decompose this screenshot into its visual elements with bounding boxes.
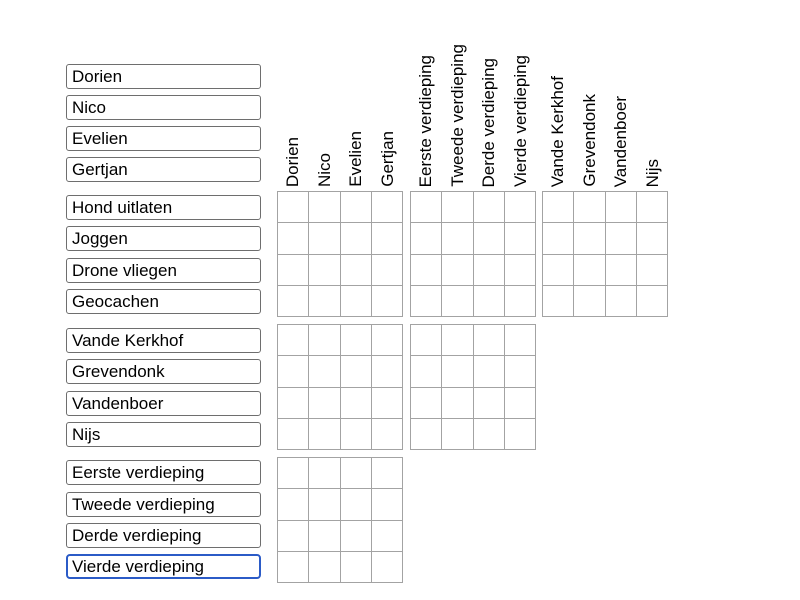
grid-cell[interactable]: [341, 552, 371, 582]
grid-cell[interactable]: [309, 489, 339, 519]
label-box-vandenboer[interactable]: Vandenboer: [66, 391, 261, 416]
label-box-vierde-verdieping-focused[interactable]: Vierde verdieping: [66, 554, 261, 579]
label-box-nijs[interactable]: Nijs: [66, 422, 261, 447]
grid-cell[interactable]: [341, 286, 371, 316]
grid-cell[interactable]: [372, 325, 402, 355]
grid-cell[interactable]: [341, 325, 371, 355]
grid-block-activities-names: [277, 191, 403, 317]
grid-cell[interactable]: [278, 356, 308, 386]
grid-cell[interactable]: [372, 521, 402, 551]
col-header-gertjan: Gertjan: [378, 131, 397, 187]
col-header-tweede-verdieping: Tweede verdieping: [448, 44, 467, 187]
col-header-evelien: Evelien: [346, 131, 365, 187]
grid-cell[interactable]: [637, 255, 667, 285]
grid-cell[interactable]: [341, 419, 371, 449]
grid-cell[interactable]: [341, 255, 371, 285]
label-box-gertjan[interactable]: Gertjan: [66, 157, 261, 182]
grid-cell[interactable]: [474, 223, 504, 253]
col-header-derde-verdieping: Derde verdieping: [479, 57, 498, 187]
col-header-nijs: Nijs: [643, 158, 662, 187]
grid-cell[interactable]: [309, 255, 339, 285]
label-box-evelien[interactable]: Evelien: [66, 126, 261, 151]
label-box-hond-uitlaten[interactable]: Hond uitlaten: [66, 195, 261, 220]
label-box-geocachen[interactable]: Geocachen: [66, 289, 261, 314]
label-box-derde-verdieping[interactable]: Derde verdieping: [66, 523, 261, 548]
grid-cell[interactable]: [278, 458, 308, 488]
grid-cell[interactable]: [341, 489, 371, 519]
grid-cell[interactable]: [411, 325, 441, 355]
label-box-vande-kerkhof[interactable]: Vande Kerkhof: [66, 328, 261, 353]
grid-cell[interactable]: [341, 192, 371, 222]
grid-cell[interactable]: [372, 458, 402, 488]
grid-cell[interactable]: [341, 521, 371, 551]
grid-cell[interactable]: [442, 356, 472, 386]
grid-cell[interactable]: [278, 552, 308, 582]
grid-cell[interactable]: [574, 223, 604, 253]
grid-cell[interactable]: [637, 192, 667, 222]
grid-cell[interactable]: [505, 255, 535, 285]
grid-cell[interactable]: [411, 223, 441, 253]
grid-cell[interactable]: [372, 489, 402, 519]
grid-cell[interactable]: [372, 286, 402, 316]
grid-cell[interactable]: [474, 356, 504, 386]
grid-cell[interactable]: [341, 388, 371, 418]
grid-cell[interactable]: [341, 356, 371, 386]
grid-block-surnames-names: [277, 324, 403, 450]
grid-cell[interactable]: [309, 356, 339, 386]
grid-cell[interactable]: [278, 388, 308, 418]
col-header-grevendonk: Grevendonk: [580, 94, 599, 187]
grid-cell[interactable]: [309, 552, 339, 582]
col-header-vande-kerkhof: Vande Kerkhof: [548, 75, 567, 187]
grid-cell[interactable]: [505, 223, 535, 253]
grid-block-activities-surnames: [542, 191, 668, 317]
grid-cell[interactable]: [474, 388, 504, 418]
label-box-drone-vliegen[interactable]: Drone vliegen: [66, 258, 261, 283]
label-box-tweede-verdieping[interactable]: Tweede verdieping: [66, 492, 261, 517]
grid-cell[interactable]: [474, 419, 504, 449]
grid-cell[interactable]: [278, 255, 308, 285]
grid-cell[interactable]: [574, 255, 604, 285]
grid-cell[interactable]: [442, 255, 472, 285]
grid-cell[interactable]: [372, 356, 402, 386]
grid-cell[interactable]: [606, 192, 636, 222]
grid-cell[interactable]: [309, 286, 339, 316]
grid-cell[interactable]: [309, 458, 339, 488]
grid-cell[interactable]: [278, 286, 308, 316]
col-header-vandenboer: Vandenboer: [611, 95, 630, 187]
label-box-eerste-verdieping[interactable]: Eerste verdieping: [66, 460, 261, 485]
grid-cell[interactable]: [543, 286, 573, 316]
grid-cell[interactable]: [309, 192, 339, 222]
grid-cell[interactable]: [278, 192, 308, 222]
grid-cell[interactable]: [278, 489, 308, 519]
label-box-nico[interactable]: Nico: [66, 95, 261, 120]
grid-cell[interactable]: [411, 192, 441, 222]
grid-cell[interactable]: [505, 325, 535, 355]
grid-cell[interactable]: [606, 286, 636, 316]
grid-block-activities-floors: [410, 191, 536, 317]
label-box-dorien[interactable]: Dorien: [66, 64, 261, 89]
grid-block-floors-names: [277, 457, 403, 583]
col-header-nico: Nico: [315, 152, 334, 187]
grid-cell[interactable]: [505, 356, 535, 386]
grid-cell[interactable]: [341, 223, 371, 253]
label-box-joggen[interactable]: Joggen: [66, 226, 261, 251]
label-box-grevendonk[interactable]: Grevendonk: [66, 359, 261, 384]
grid-cell[interactable]: [505, 192, 535, 222]
grid-cell[interactable]: [442, 192, 472, 222]
grid-cell[interactable]: [474, 286, 504, 316]
grid-cell[interactable]: [574, 286, 604, 316]
grid-cell[interactable]: [372, 419, 402, 449]
grid-cell[interactable]: [309, 223, 339, 253]
grid-cell[interactable]: [372, 388, 402, 418]
grid-cell[interactable]: [411, 286, 441, 316]
grid-cell[interactable]: [442, 388, 472, 418]
grid-cell[interactable]: [505, 286, 535, 316]
col-header-vierde-verdieping: Vierde verdieping: [511, 55, 530, 187]
grid-cell[interactable]: [372, 223, 402, 253]
grid-cell[interactable]: [637, 286, 667, 316]
col-header-dorien: Dorien: [283, 136, 302, 187]
grid-cell[interactable]: [442, 325, 472, 355]
grid-cell[interactable]: [474, 192, 504, 222]
grid-cell[interactable]: [442, 419, 472, 449]
grid-cell[interactable]: [543, 223, 573, 253]
grid-cell[interactable]: [372, 552, 402, 582]
grid-cell[interactable]: [372, 255, 402, 285]
grid-cell[interactable]: [543, 192, 573, 222]
grid-cell[interactable]: [543, 255, 573, 285]
grid-cell[interactable]: [606, 255, 636, 285]
grid-cell[interactable]: [309, 419, 339, 449]
grid-cell[interactable]: [411, 356, 441, 386]
grid-cell[interactable]: [505, 388, 535, 418]
grid-cell[interactable]: [574, 192, 604, 222]
grid-cell[interactable]: [637, 223, 667, 253]
grid-cell[interactable]: [309, 325, 339, 355]
grid-cell[interactable]: [309, 521, 339, 551]
grid-block-surnames-floors: [410, 324, 536, 450]
grid-cell[interactable]: [278, 521, 308, 551]
grid-cell[interactable]: [309, 388, 339, 418]
grid-cell[interactable]: [442, 223, 472, 253]
grid-cell[interactable]: [411, 255, 441, 285]
grid-cell[interactable]: [474, 325, 504, 355]
grid-cell[interactable]: [411, 388, 441, 418]
grid-cell[interactable]: [278, 419, 308, 449]
grid-cell[interactable]: [505, 419, 535, 449]
grid-cell[interactable]: [442, 286, 472, 316]
grid-cell[interactable]: [606, 223, 636, 253]
grid-cell[interactable]: [278, 325, 308, 355]
grid-cell[interactable]: [474, 255, 504, 285]
col-header-eerste-verdieping: Eerste verdieping: [416, 54, 435, 187]
grid-cell[interactable]: [278, 223, 308, 253]
grid-cell[interactable]: [372, 192, 402, 222]
grid-cell[interactable]: [341, 458, 371, 488]
grid-cell[interactable]: [411, 419, 441, 449]
